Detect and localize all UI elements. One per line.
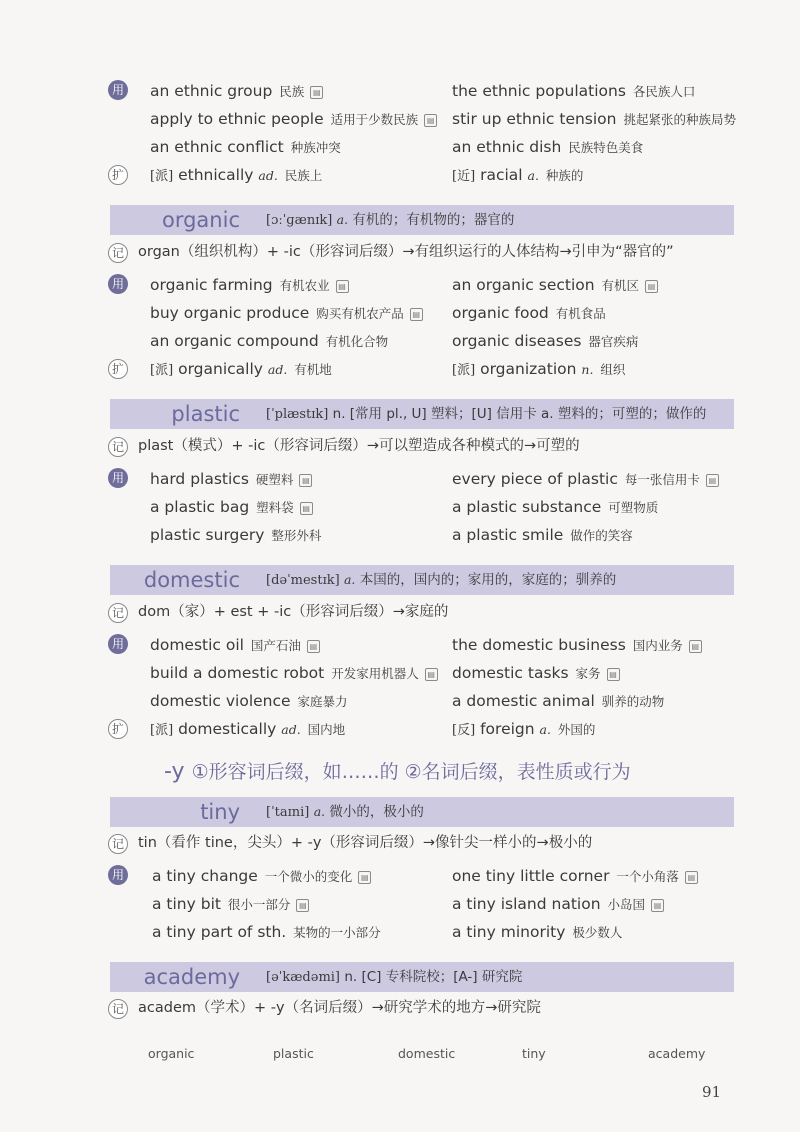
- phrase-en: a tiny change: [152, 867, 258, 885]
- phrase-cn: 一个小角落: [616, 869, 679, 884]
- memory-icon: 记: [108, 437, 128, 457]
- footer-word: domestic: [398, 1046, 456, 1061]
- phrase: [452, 921, 622, 944]
- ext-word: racial: [480, 166, 523, 184]
- audio-tag-icon: ▤: [424, 114, 437, 127]
- phrase: [452, 302, 606, 325]
- ext-pos: n.: [581, 362, 594, 377]
- ext-word: organically: [178, 360, 263, 378]
- phrase-cn: 一个微小的变化: [264, 869, 353, 884]
- ext-label: [派]: [150, 723, 174, 738]
- phrase: [150, 302, 423, 325]
- ext-word: domestically: [178, 720, 277, 738]
- footer-word: organic: [148, 1046, 195, 1061]
- phrase-cn: 硬塑料: [255, 472, 294, 487]
- phrase: [452, 468, 719, 491]
- memory-tip: tin（看作 tine，尖头）+ -y（形容词后缀）→像针尖一样小的→极小的: [138, 835, 593, 851]
- definition: [266, 962, 522, 993]
- phonetic: [ˈplæstɪk]: [266, 407, 329, 422]
- ext-word: organization: [480, 360, 577, 378]
- audio-tag-icon: ▤: [296, 899, 309, 912]
- audio-tag-icon: ▤: [651, 899, 664, 912]
- phrase: [452, 108, 736, 131]
- memory-tip: plast（模式）+ -ic（形容词后缀）→可以塑造成各种模式的→可塑的: [138, 438, 580, 454]
- ext-pos: ad.: [281, 722, 301, 737]
- phrase: [150, 330, 388, 353]
- phrase: [452, 865, 698, 888]
- phrase-cn: 做作的笑容: [570, 528, 633, 543]
- footer-word: plastic: [273, 1046, 314, 1061]
- phrase: [452, 893, 664, 916]
- phrase: [150, 524, 321, 547]
- phrase: [452, 634, 702, 657]
- part-of-speech: a.: [343, 572, 356, 587]
- derived-word: [150, 358, 332, 382]
- use-icon: 用: [108, 274, 128, 294]
- phrase-en: every piece of plastic: [452, 470, 618, 488]
- audio-tag-icon: ▤: [645, 280, 658, 293]
- phrase: [452, 274, 658, 297]
- phrase: [452, 524, 633, 547]
- extend-icon: 扩: [108, 719, 128, 739]
- derived-word: [150, 164, 322, 188]
- phrase-cn: 适用于少数民族: [330, 112, 419, 127]
- phrase-en: organic diseases: [452, 332, 582, 350]
- ext-word: foreign: [480, 720, 535, 738]
- extend-icon: 扩: [108, 165, 128, 185]
- ext-label: [派]: [452, 363, 476, 378]
- phrase-cn: 家务: [575, 666, 601, 681]
- phrase-cn: 整形外科: [271, 528, 322, 543]
- footer-word-list: [0, 1046, 800, 1068]
- phrase-en: an organic compound: [150, 332, 319, 350]
- phrase-en: organic farming: [150, 276, 273, 294]
- phrase: [150, 136, 341, 159]
- phrase-cn: 极少数人: [572, 925, 623, 940]
- phrase-en: an organic section: [452, 276, 595, 294]
- entry-header-domestic: [110, 565, 734, 595]
- definition-text: n. [常用 pl., U] 塑料；[U] 信用卡 a. 塑料的；可塑的；做作的: [332, 406, 707, 422]
- definition: [266, 205, 514, 236]
- phrase-cn: 很小一部分: [227, 897, 291, 912]
- definition: [266, 399, 706, 430]
- audio-tag-icon: ▤: [689, 640, 702, 653]
- phrase-en: hard plastics: [150, 470, 249, 488]
- phrase: [150, 468, 312, 491]
- audio-tag-icon: ▤: [299, 474, 312, 487]
- phrase: [452, 662, 620, 685]
- entry-header-academy: [110, 962, 734, 992]
- derived-word: [452, 164, 583, 188]
- suffix-description: ①形容词后缀，如……的 ②名词后缀，表性质或行为: [191, 761, 631, 783]
- phrase-cn: 可塑物质: [608, 500, 659, 515]
- phrase: [452, 690, 664, 713]
- phrase-cn: 有机化合物: [325, 334, 389, 349]
- ext-cn: 民族上: [284, 168, 323, 183]
- phrase-en: a plastic smile: [452, 526, 564, 544]
- phrase-cn: 开发家用机器人: [331, 666, 419, 681]
- phrase: [152, 921, 381, 944]
- ext-cn: 有机地: [294, 362, 332, 377]
- phrase: [452, 496, 658, 519]
- definition-text: 本国的，国内的；家用的，家庭的；驯养的: [359, 572, 617, 588]
- phrase-en: a domestic animal: [452, 692, 595, 710]
- phrase-en: the ethnic populations: [452, 82, 626, 100]
- use-icon: 用: [108, 865, 128, 885]
- ext-label: [派]: [150, 363, 174, 378]
- memory-tip: dom（家）+ est + -ic（形容词后缀）→家庭的: [138, 604, 449, 620]
- extend-icon: 扩: [108, 359, 128, 379]
- definition-text: n. [C] 专科院校；[A-] 研究院: [344, 969, 523, 985]
- suffix: -y: [164, 759, 185, 784]
- part-of-speech: a.: [313, 804, 326, 819]
- phrase-cn: 国产石油: [250, 638, 301, 653]
- entry-header-organic: [110, 205, 734, 235]
- ext-pos: ad.: [258, 168, 278, 183]
- footer-word: academy: [648, 1046, 706, 1061]
- ext-pos: a.: [539, 722, 551, 737]
- phrase-cn: 各民族人口: [632, 84, 696, 99]
- phrase: [452, 136, 643, 159]
- headword: domestic: [143, 568, 240, 592]
- phrase: [150, 690, 348, 713]
- ext-cn: 种族的: [545, 168, 584, 183]
- phrase-en: domestic oil: [150, 636, 244, 654]
- phrase-cn: 小岛国: [607, 897, 645, 912]
- phrase-en: one tiny little corner: [452, 867, 610, 885]
- audio-tag-icon: ▤: [425, 668, 438, 681]
- phrase-en: a tiny bit: [152, 895, 221, 913]
- entry-header-tiny: [110, 797, 734, 827]
- use-icon: 用: [108, 468, 128, 488]
- phrase-cn: 有机农业: [279, 278, 330, 293]
- use-icon: 用: [108, 634, 128, 654]
- phrase-en: a tiny island nation: [452, 895, 601, 913]
- headword: plastic: [171, 402, 240, 426]
- memory-icon: 记: [108, 999, 128, 1019]
- phrase-en: organic food: [452, 304, 549, 322]
- phrase: [452, 330, 638, 353]
- audio-tag-icon: ▤: [685, 871, 698, 884]
- phrase-cn: 某物的一小部分: [293, 925, 381, 940]
- page-number: 91: [702, 1083, 722, 1101]
- entry-header-plastic: [110, 399, 734, 429]
- memory-icon: 记: [108, 834, 128, 854]
- footer-word: tiny: [522, 1046, 546, 1061]
- phrase-cn: 有机区: [601, 278, 640, 293]
- ext-label: [近]: [452, 169, 476, 184]
- ext-cn: 国内地: [307, 722, 346, 737]
- headword: organic: [161, 208, 240, 232]
- phrase: [150, 496, 313, 519]
- memory-tip: academ（学术）+ -y（名词后缀）→研究学术的地方→研究院: [138, 1000, 541, 1016]
- phrase-cn: 种族冲突: [290, 140, 341, 155]
- phrase-cn: 民族特色美食: [568, 140, 644, 155]
- derived-word: [452, 718, 595, 742]
- audio-tag-icon: ▤: [336, 280, 349, 293]
- definition: [266, 565, 616, 596]
- phrase-en: a plastic substance: [452, 498, 602, 516]
- audio-tag-icon: ▤: [307, 640, 320, 653]
- phonetic: [ˈtaɪni]: [266, 805, 310, 820]
- memory-tip: organ（组织机构）+ -ic（形容词后缀）→有组织运行的人体结构→引申为“器官的”: [138, 244, 674, 260]
- ext-cn: 外国的: [557, 722, 596, 737]
- derived-word: [150, 718, 345, 742]
- phrase: [152, 893, 309, 916]
- use-icon: 用: [108, 80, 128, 100]
- phrase-en: build a domestic robot: [150, 664, 325, 682]
- phrase: [150, 662, 438, 685]
- phonetic: [əˈkædəmi]: [266, 970, 341, 985]
- phrase-en: a tiny minority: [452, 923, 566, 941]
- audio-tag-icon: ▤: [607, 668, 620, 681]
- ext-word: ethnically: [178, 166, 254, 184]
- phrase-en: apply to ethnic people: [150, 110, 324, 128]
- phrase-cn: 有机食品: [555, 306, 606, 321]
- phrase: [150, 274, 349, 297]
- part-of-speech: a.: [336, 212, 349, 227]
- phrase-en: the domestic business: [452, 636, 626, 654]
- phrase-cn: 民族: [279, 84, 305, 99]
- definition-text: 有机的；有机物的；器官的: [352, 212, 515, 228]
- phrase-en: domestic violence: [150, 692, 291, 710]
- phrase-cn: 塑料袋: [256, 500, 294, 515]
- phrase-en: an ethnic conflict: [150, 138, 284, 156]
- phrase-en: plastic surgery: [150, 526, 265, 544]
- ext-label: [派]: [150, 169, 174, 184]
- ext-pos: a.: [527, 168, 539, 183]
- derived-word: [452, 358, 625, 382]
- phrase-cn: 每一张信用卡: [624, 472, 700, 487]
- memory-icon: 记: [108, 603, 128, 623]
- ext-pos: ad.: [267, 362, 288, 377]
- ext-cn: 组织: [600, 362, 626, 377]
- phrase-cn: 家庭暴力: [297, 694, 348, 709]
- phrase: [150, 108, 437, 131]
- audio-tag-icon: ▤: [300, 502, 313, 515]
- audio-tag-icon: ▤: [358, 871, 371, 884]
- phrase-en: an ethnic group: [150, 82, 273, 100]
- phrase-cn: 驯养的动物: [601, 694, 665, 709]
- phrase-cn: 国内业务: [632, 638, 683, 653]
- phrase-en: stir up ethnic tension: [452, 110, 617, 128]
- phrase-cn: 挑起紧张的种族局势: [623, 112, 736, 127]
- phrase: [152, 865, 371, 888]
- audio-tag-icon: ▤: [410, 308, 423, 321]
- phrase-cn: 购买有机农产品: [316, 306, 404, 321]
- phrase-en: domestic tasks: [452, 664, 569, 682]
- phrase: [452, 80, 695, 103]
- headword: academy: [143, 965, 240, 989]
- phrase: [150, 80, 323, 103]
- phrase-en: an ethnic dish: [452, 138, 562, 156]
- headword: tiny: [200, 800, 240, 824]
- phonetic: [ɔːˈɡænɪk]: [266, 213, 333, 228]
- definition: [266, 797, 424, 828]
- audio-tag-icon: ▤: [310, 86, 323, 99]
- audio-tag-icon: ▤: [706, 474, 719, 487]
- phrase: [150, 634, 320, 657]
- phrase-cn: 器官疾病: [588, 334, 639, 349]
- suffix-heading: [164, 757, 631, 784]
- memory-icon: 记: [108, 243, 128, 263]
- ext-label: [反]: [452, 723, 476, 738]
- phrase-en: a tiny part of sth.: [152, 923, 287, 941]
- phrase-en: a plastic bag: [150, 498, 250, 516]
- phonetic: [dəˈmestɪk]: [266, 573, 340, 588]
- phrase-en: buy organic produce: [150, 304, 310, 322]
- definition-text: 微小的，极小的: [329, 804, 424, 820]
